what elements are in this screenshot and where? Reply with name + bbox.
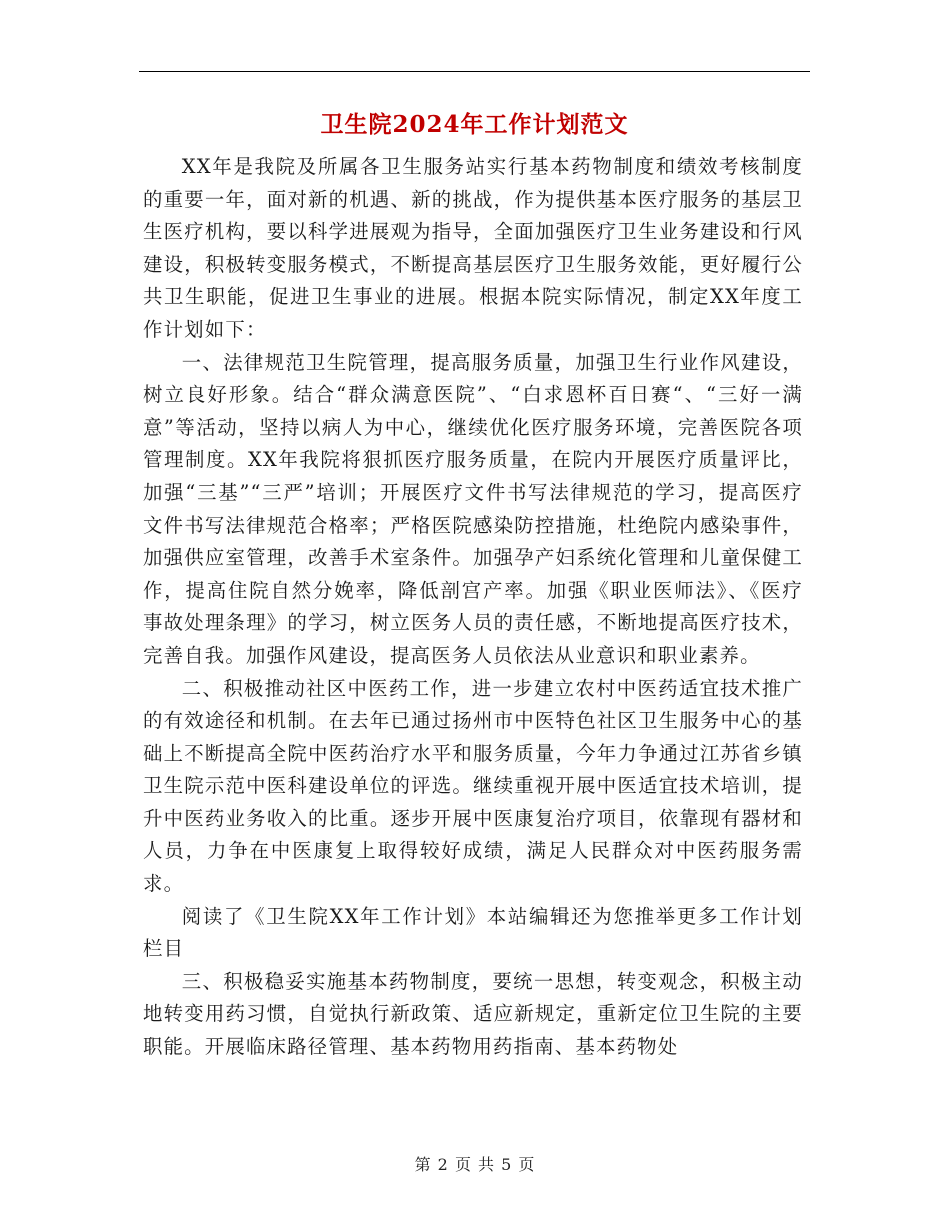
- header-rule: [139, 71, 810, 72]
- paragraph-section-1: 一、法律规范卫生院管理，提高服务质量，加强卫生行业作风建设，树立良好形象。结合“群众满意医院”、“白求恩杯百日赛“、“三好一满意”等活动，坚持以病人为中心，继续优化医疗服务环境，完善医院各项管理制度。XX年我院将狠抓医疗服务质量，在院内开展医疗质量评比，加强“三基”“三严”培训；开展医疗文件书写法律规范的学习，提高医疗文件书写法律规范合格率；严格医院感染防控措施，杜绝院内感染事件，加强供应室管理，改善手术室条件。加强孕产妇系统化管理和儿童保健工作，提高住院自然分娩率，降低剖宫产率。加强《职业医师法》、《医疗事故处理条理》的学习，树立医务人员的责任感，不断地提高医疗技术，完善自我。加强作风建设，提高医务人员依法从业意识和职业素养。: [143, 350, 803, 667]
- page-number: 第 2 页 共 5 页: [414, 1155, 536, 1174]
- paragraph-recommendation-note: 阅读了《卫生院XX年工作计划》本站编辑还为您推举更多工作计划栏目: [143, 904, 803, 961]
- paragraph-section-2: 二、积极推动社区中医药工作，进一步建立农村中医药适宜技术推广的有效途径和机制。在去年已通过扬州市中医特色社区卫生服务中心的基础上不断提高全院中医药治疗水平和服务质量，今年力争通过江苏省乡镇卫生院示范中医科建设单位的评选。继续重视开展中医适宜技术培训，提升中医药业务收入的比重。逐步开展中医康复治疗项目，依靠现有器材和人员，力争在中医康复上取得较好成绩，满足人民群众对中医药服务需求。: [143, 676, 803, 896]
- document-title: 卫生院2024年工作计划范文: [320, 111, 629, 138]
- document-body: [143, 151, 803, 1064]
- paragraph-section-3: 三、积极稳妥实施基本药物制度，要统一思想，转变观念，积极主动地转变用药习惯，自觉执行新政策、适应新规定，重新定位卫生院的主要职能。开展临床路径管理、基本药物用药指南、基本药物处: [143, 969, 803, 1059]
- paragraph-intro: XX年是我院及所属各卫生服务站实行基本药物制度和绩效考核制度的重要一年，面对新的机遇、新的挑战，作为提供基本医疗服务的基层卫生医疗机构，要以科学进展观为指导，全面加强医疗卫生业务建设和行风建设，积极转变服务模式，不断提高基层医疗卫生服务效能，更好履行公共卫生职能，促进卫生事业的进展。根据本院实际情况，制定XX年度工作计划如下：: [143, 155, 803, 341]
